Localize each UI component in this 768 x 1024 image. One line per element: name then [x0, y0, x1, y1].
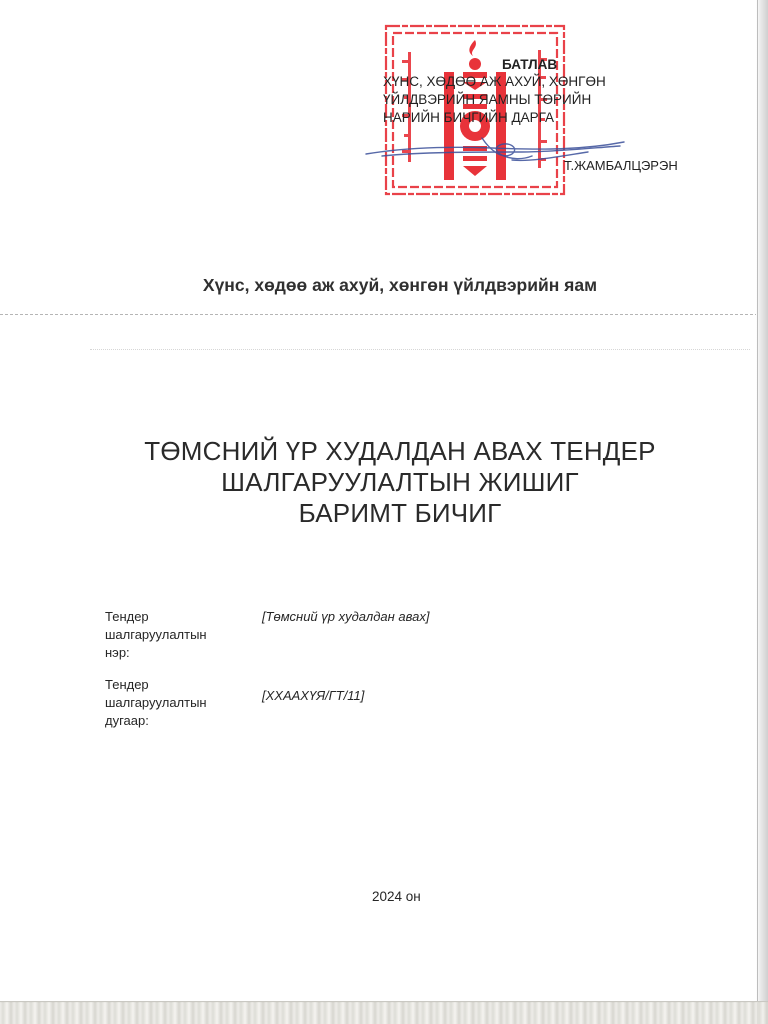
- label-line: шалгаруулалтын: [105, 695, 207, 710]
- label-line: Тендер: [105, 609, 149, 624]
- label-line: дугаар:: [105, 713, 149, 728]
- approval-heading: БАТЛАВ: [502, 57, 558, 72]
- label-line: шалгаруулалтын: [105, 627, 207, 642]
- label-line: нэр:: [105, 645, 130, 660]
- label-line: Тендер: [105, 677, 149, 692]
- tender-number-value: [ХХААХҮЯ/ГТ/11]: [262, 688, 365, 703]
- tender-name-value: [Төмсний үр худалдан авах]: [262, 609, 430, 624]
- tender-number-label: [105, 676, 255, 730]
- tender-name-label: [105, 608, 255, 662]
- scan-edge-bottom: [0, 1002, 768, 1024]
- approval-position: [383, 73, 606, 127]
- document-title-line: БАРИМТ БИЧИГ: [298, 498, 502, 528]
- ministry-name: Хүнс, хөдөө аж ахуй, хөнгөн үйлдвэрийн яам: [202, 275, 598, 295]
- scan-seam-faint: [90, 349, 750, 350]
- scan-edge-line: [757, 0, 758, 1024]
- document-title-line: ШАЛГАРУУЛАЛТЫН ЖИШИГ: [221, 467, 579, 497]
- document-title: [0, 436, 768, 529]
- approval-line: ҮЙЛДВЭРИЙН ЯАМНЫ ТӨРИЙН: [383, 92, 592, 107]
- approval-line: ХҮНС, ХӨДӨӨ АЖ АХУЙ, ХӨНГӨН: [383, 74, 606, 89]
- signer-name: Т.ЖАМБАЛЦЭРЭН: [564, 158, 678, 173]
- document-year: 2024 он: [372, 889, 421, 904]
- scan-seam: [0, 314, 758, 315]
- document-title-line: ТӨМСНИЙ ҮР ХУДАЛДАН АВАХ ТЕНДЕР: [144, 436, 656, 466]
- approval-line: НАРИЙН БИЧГИЙН ДАРГА: [383, 110, 555, 125]
